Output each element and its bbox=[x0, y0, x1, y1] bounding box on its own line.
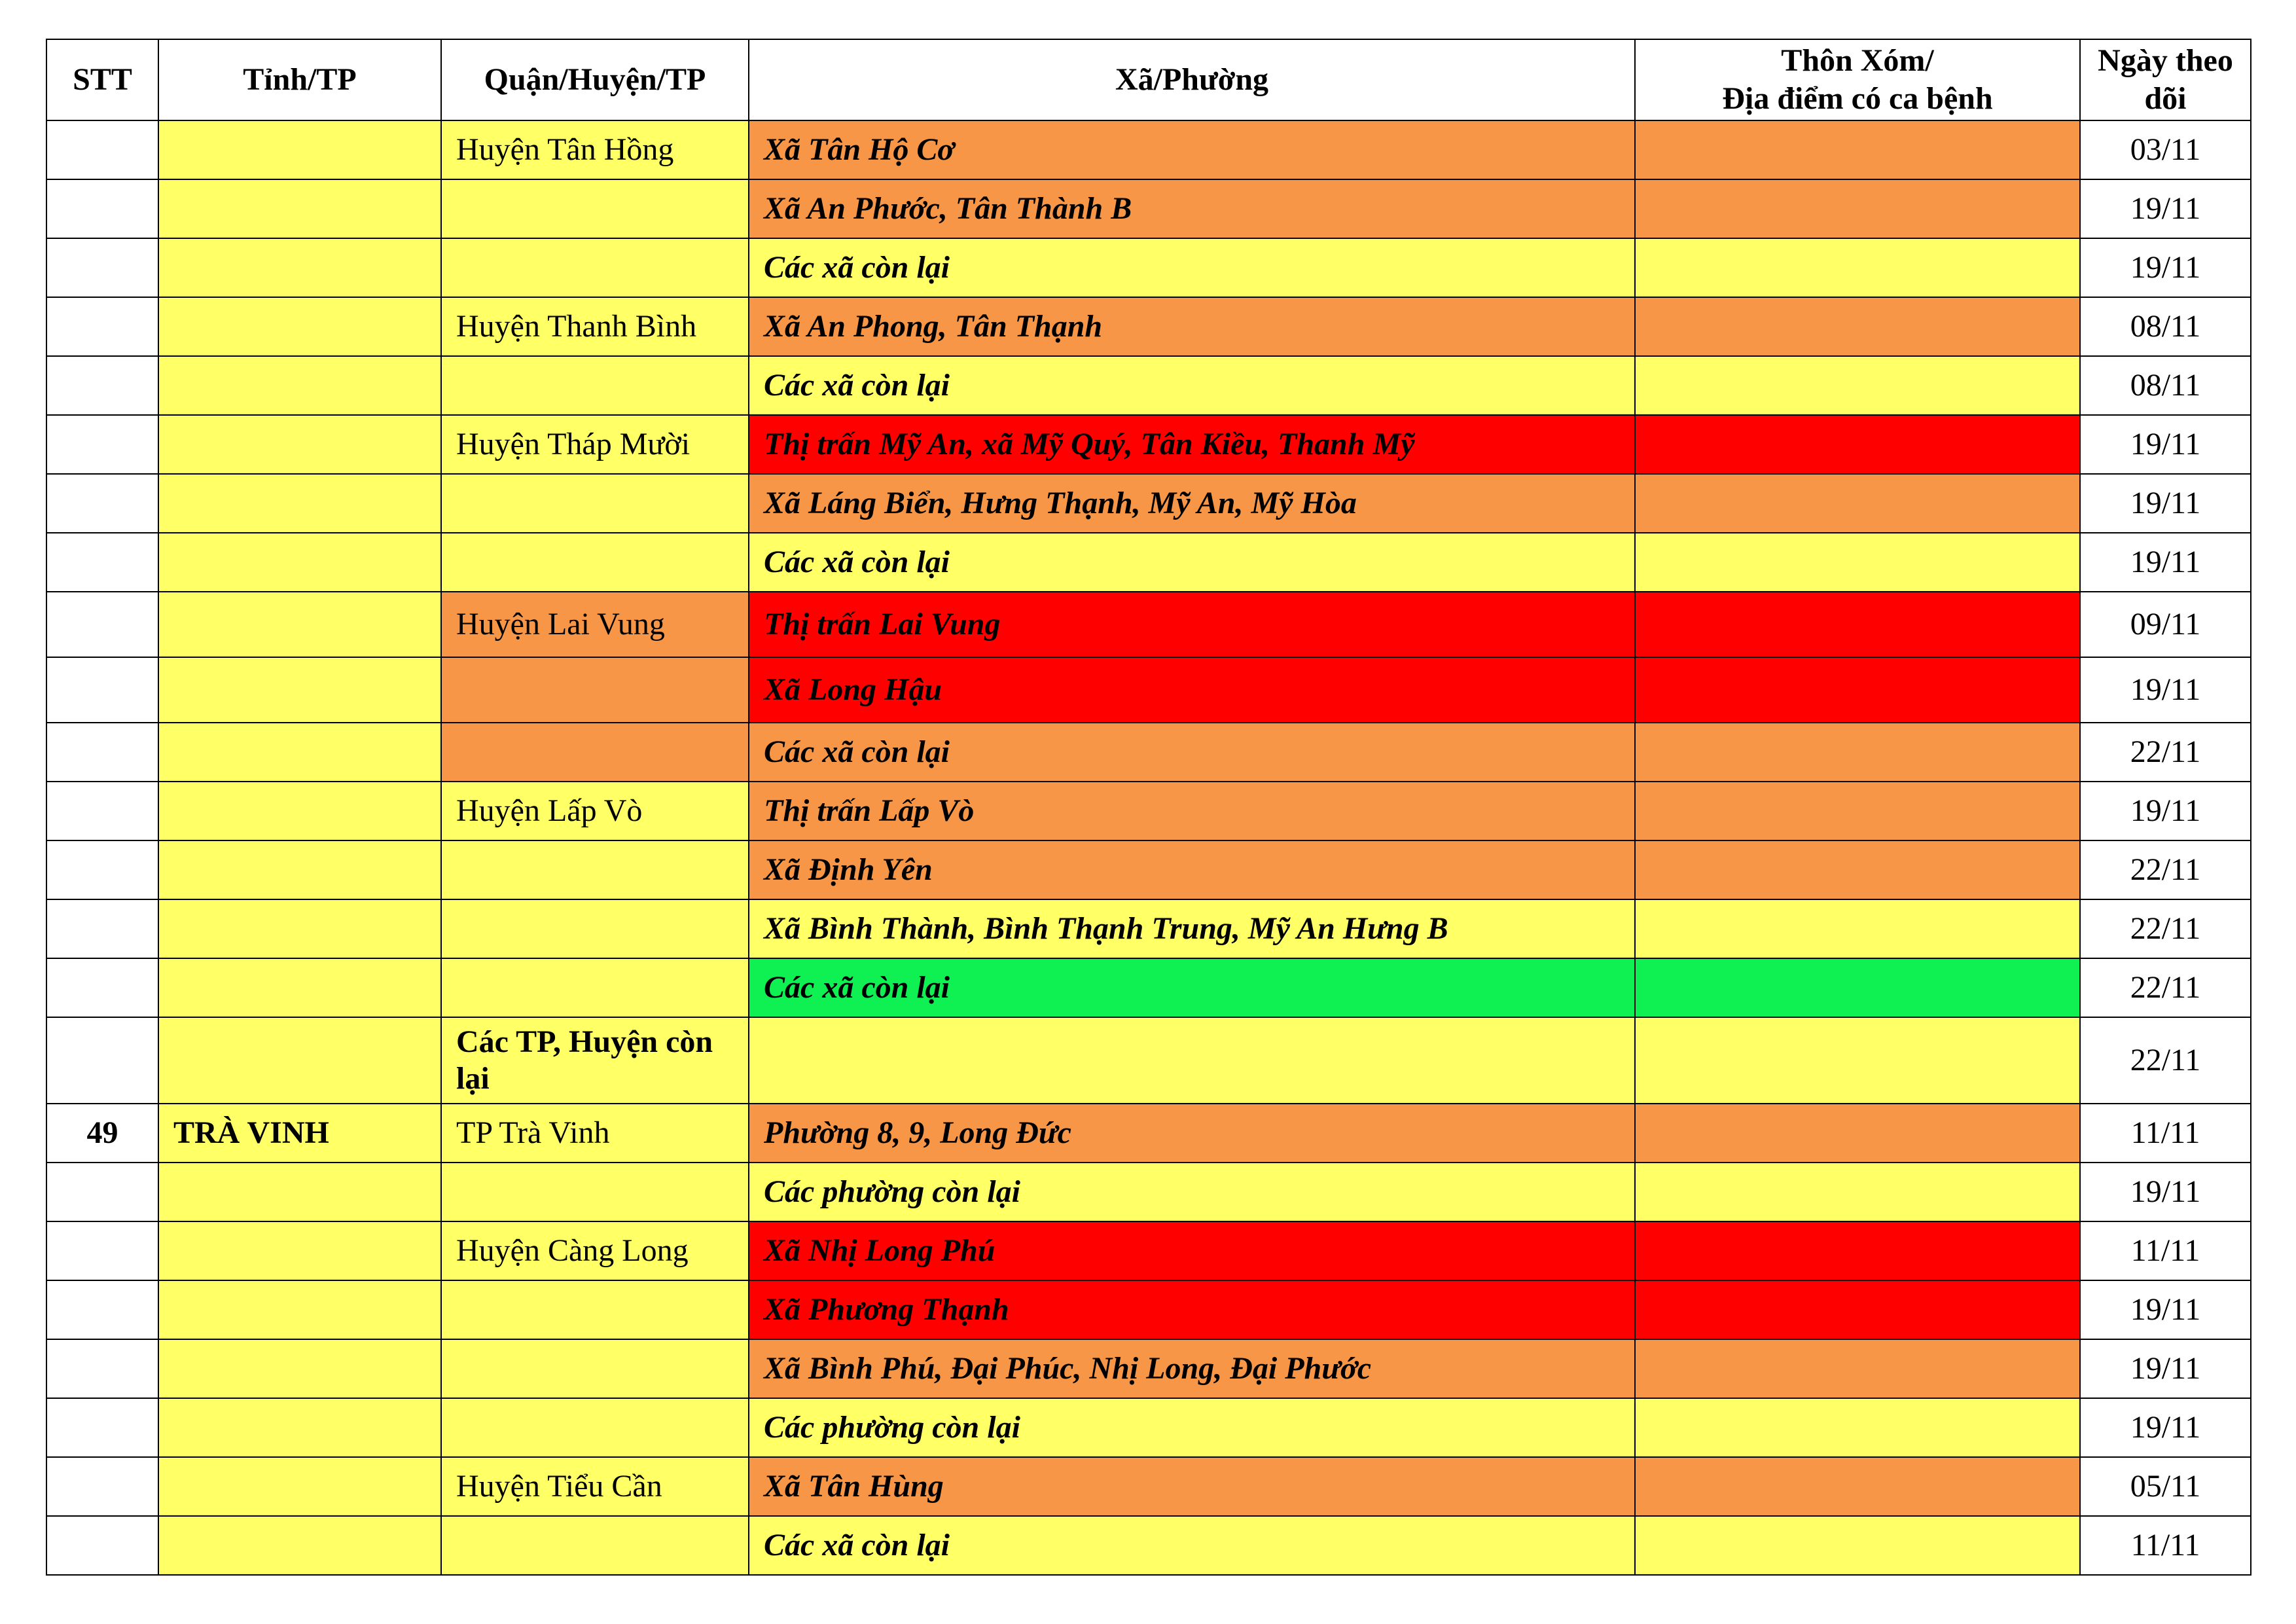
cell-ward: Phường 8, 9, Long Đức bbox=[749, 1104, 1635, 1163]
header-date-line1: Ngày theo bbox=[2098, 43, 2233, 78]
cell-date: 19/11 bbox=[2080, 1163, 2251, 1221]
table-row bbox=[46, 297, 2251, 356]
table-row bbox=[46, 958, 2251, 1017]
cell-ward: Thị trấn Lấp Vò bbox=[749, 782, 1635, 840]
cell-province bbox=[158, 1280, 441, 1339]
cell-district bbox=[441, 1398, 749, 1457]
cell-province bbox=[158, 1516, 441, 1575]
cell-district bbox=[441, 238, 749, 297]
cell-hamlet bbox=[1635, 1457, 2080, 1516]
cell-hamlet bbox=[1635, 958, 2080, 1017]
header-district: Quận/Huyện/TP bbox=[441, 39, 749, 120]
cell-province bbox=[158, 1163, 441, 1221]
table-body bbox=[46, 120, 2251, 1575]
cell-date: 05/11 bbox=[2080, 1457, 2251, 1516]
cell-district bbox=[441, 474, 749, 533]
cell-date: 22/11 bbox=[2080, 840, 2251, 899]
cell-date: 08/11 bbox=[2080, 356, 2251, 415]
cell-province bbox=[158, 1339, 441, 1398]
cell-ward: Các xã còn lại bbox=[749, 533, 1635, 592]
table-row bbox=[46, 415, 2251, 474]
cell-province bbox=[158, 657, 441, 723]
cell-stt bbox=[46, 120, 158, 179]
table-row bbox=[46, 1398, 2251, 1457]
cell-province bbox=[158, 415, 441, 474]
cell-stt bbox=[46, 958, 158, 1017]
table-row bbox=[46, 120, 2251, 179]
cell-date: 22/11 bbox=[2080, 1017, 2251, 1104]
cell-ward: Các xã còn lại bbox=[749, 723, 1635, 782]
cell-province bbox=[158, 297, 441, 356]
cell-hamlet bbox=[1635, 1339, 2080, 1398]
table-row bbox=[46, 840, 2251, 899]
cell-ward: Xã Bình Phú, Đại Phúc, Nhị Long, Đại Phước bbox=[749, 1339, 1635, 1398]
cell-stt bbox=[46, 238, 158, 297]
cell-stt bbox=[46, 657, 158, 723]
cell-ward: Các phường còn lại bbox=[749, 1163, 1635, 1221]
cell-stt bbox=[46, 840, 158, 899]
table-row bbox=[46, 782, 2251, 840]
cell-stt bbox=[46, 474, 158, 533]
cell-date: 19/11 bbox=[2080, 1339, 2251, 1398]
table-row bbox=[46, 474, 2251, 533]
cell-ward: Các xã còn lại bbox=[749, 356, 1635, 415]
cell-province bbox=[158, 179, 441, 238]
cell-date: 03/11 bbox=[2080, 120, 2251, 179]
cell-province bbox=[158, 1017, 441, 1104]
cell-district bbox=[441, 840, 749, 899]
cell-district bbox=[441, 1163, 749, 1221]
header-row bbox=[46, 39, 2251, 120]
cell-date: 22/11 bbox=[2080, 723, 2251, 782]
cell-date: 19/11 bbox=[2080, 782, 2251, 840]
cell-hamlet bbox=[1635, 1516, 2080, 1575]
cell-hamlet bbox=[1635, 415, 2080, 474]
cell-date: 19/11 bbox=[2080, 179, 2251, 238]
cell-ward: Xã An Phước, Tân Thành B bbox=[749, 179, 1635, 238]
cell-hamlet bbox=[1635, 657, 2080, 723]
table-row bbox=[46, 1339, 2251, 1398]
cell-district: Huyện Lai Vung bbox=[441, 592, 749, 657]
cell-date: 19/11 bbox=[2080, 533, 2251, 592]
cell-hamlet bbox=[1635, 533, 2080, 592]
cell-district bbox=[441, 657, 749, 723]
cell-district bbox=[441, 356, 749, 415]
cell-stt bbox=[46, 723, 158, 782]
cell-date: 19/11 bbox=[2080, 474, 2251, 533]
cell-stt bbox=[46, 533, 158, 592]
cell-ward: Xã Long Hậu bbox=[749, 657, 1635, 723]
cell-district: TP Trà Vinh bbox=[441, 1104, 749, 1163]
cell-date: 22/11 bbox=[2080, 958, 2251, 1017]
table-row bbox=[46, 899, 2251, 958]
cell-stt bbox=[46, 1398, 158, 1457]
table-row bbox=[46, 592, 2251, 657]
cell-stt bbox=[46, 356, 158, 415]
table-row bbox=[46, 356, 2251, 415]
cell-hamlet bbox=[1635, 1280, 2080, 1339]
table-row bbox=[46, 1104, 2251, 1163]
cell-ward: Các xã còn lại bbox=[749, 1516, 1635, 1575]
table-row bbox=[46, 533, 2251, 592]
cell-date: 19/11 bbox=[2080, 415, 2251, 474]
cell-province bbox=[158, 533, 441, 592]
cell-province bbox=[158, 958, 441, 1017]
cell-stt bbox=[46, 1163, 158, 1221]
cell-province bbox=[158, 356, 441, 415]
cell-date: 11/11 bbox=[2080, 1221, 2251, 1280]
cell-ward: Các phường còn lại bbox=[749, 1398, 1635, 1457]
cell-province bbox=[158, 1457, 441, 1516]
cell-district bbox=[441, 179, 749, 238]
cell-stt bbox=[46, 1457, 158, 1516]
cell-stt bbox=[46, 415, 158, 474]
header-stt: STT bbox=[46, 39, 158, 120]
table-row bbox=[46, 179, 2251, 238]
cell-hamlet bbox=[1635, 120, 2080, 179]
cell-ward: Xã Bình Thành, Bình Thạnh Trung, Mỹ An Hưng B bbox=[749, 899, 1635, 958]
cell-stt bbox=[46, 1516, 158, 1575]
cell-hamlet bbox=[1635, 1104, 2080, 1163]
cell-district bbox=[441, 958, 749, 1017]
cell-stt bbox=[46, 297, 158, 356]
cell-hamlet bbox=[1635, 899, 2080, 958]
table-row bbox=[46, 723, 2251, 782]
cell-district bbox=[441, 533, 749, 592]
cell-district: Huyện Tân Hồng bbox=[441, 120, 749, 179]
cell-district bbox=[441, 899, 749, 958]
cell-ward: Xã Tân Hộ Cơ bbox=[749, 120, 1635, 179]
cell-date: 22/11 bbox=[2080, 899, 2251, 958]
cell-province bbox=[158, 899, 441, 958]
header-date bbox=[2080, 39, 2251, 120]
cell-date: 08/11 bbox=[2080, 297, 2251, 356]
cell-province bbox=[158, 120, 441, 179]
cell-stt bbox=[46, 1280, 158, 1339]
cell-ward: Thị trấn Lai Vung bbox=[749, 592, 1635, 657]
cell-province: TRÀ VINH bbox=[158, 1104, 441, 1163]
cell-ward: Xã Phương Thạnh bbox=[749, 1280, 1635, 1339]
header-hamlet-line1: Thôn Xóm/ bbox=[1781, 43, 1934, 78]
cell-district: Huyện Tháp Mười bbox=[441, 415, 749, 474]
cell-province bbox=[158, 1221, 441, 1280]
cell-district bbox=[441, 1280, 749, 1339]
cell-ward bbox=[749, 1017, 1635, 1104]
cell-province bbox=[158, 1398, 441, 1457]
cell-stt bbox=[46, 899, 158, 958]
table-row bbox=[46, 657, 2251, 723]
cell-hamlet bbox=[1635, 1163, 2080, 1221]
table-row bbox=[46, 1163, 2251, 1221]
cell-hamlet bbox=[1635, 1398, 2080, 1457]
cell-ward: Các xã còn lại bbox=[749, 958, 1635, 1017]
cell-ward: Xã Tân Hùng bbox=[749, 1457, 1635, 1516]
cell-hamlet bbox=[1635, 592, 2080, 657]
cell-province bbox=[158, 782, 441, 840]
cell-date: 19/11 bbox=[2080, 1398, 2251, 1457]
cell-province bbox=[158, 238, 441, 297]
cell-stt bbox=[46, 782, 158, 840]
cell-stt bbox=[46, 1221, 158, 1280]
cell-stt bbox=[46, 592, 158, 657]
header-province: Tỉnh/TP bbox=[158, 39, 441, 120]
cell-district bbox=[441, 1339, 749, 1398]
cell-stt bbox=[46, 1017, 158, 1104]
cell-stt bbox=[46, 179, 158, 238]
table-row bbox=[46, 1017, 2251, 1104]
table-row bbox=[46, 1280, 2251, 1339]
cell-district: Huyện Tiểu Cần bbox=[441, 1457, 749, 1516]
cell-hamlet bbox=[1635, 723, 2080, 782]
cell-date: 11/11 bbox=[2080, 1104, 2251, 1163]
cell-district: Huyện Càng Long bbox=[441, 1221, 749, 1280]
cell-ward: Thị trấn Mỹ An, xã Mỹ Quý, Tân Kiều, Thanh Mỹ bbox=[749, 415, 1635, 474]
table-row bbox=[46, 1516, 2251, 1575]
cell-stt: 49 bbox=[46, 1104, 158, 1163]
table-row bbox=[46, 1221, 2251, 1280]
table-row bbox=[46, 238, 2251, 297]
cell-district: Các TP, Huyện còn lại bbox=[441, 1017, 749, 1104]
cell-hamlet bbox=[1635, 474, 2080, 533]
cell-date: 19/11 bbox=[2080, 1280, 2251, 1339]
cell-district: Huyện Lấp Vò bbox=[441, 782, 749, 840]
cell-hamlet bbox=[1635, 782, 2080, 840]
cell-hamlet bbox=[1635, 840, 2080, 899]
cell-hamlet bbox=[1635, 356, 2080, 415]
header-hamlet-line2: Địa điểm có ca bệnh bbox=[1722, 81, 1993, 116]
header-date-line2: dõi bbox=[2144, 81, 2187, 116]
table-row bbox=[46, 1457, 2251, 1516]
cell-hamlet bbox=[1635, 179, 2080, 238]
cell-province bbox=[158, 840, 441, 899]
risk-level-table bbox=[46, 39, 2251, 1576]
cell-ward: Xã Định Yên bbox=[749, 840, 1635, 899]
cell-hamlet bbox=[1635, 1221, 2080, 1280]
cell-hamlet bbox=[1635, 238, 2080, 297]
cell-date: 11/11 bbox=[2080, 1516, 2251, 1575]
cell-hamlet bbox=[1635, 1017, 2080, 1104]
cell-ward: Xã Láng Biển, Hưng Thạnh, Mỹ An, Mỹ Hòa bbox=[749, 474, 1635, 533]
cell-district: Huyện Thanh Bình bbox=[441, 297, 749, 356]
cell-date: 09/11 bbox=[2080, 592, 2251, 657]
table-header bbox=[46, 39, 2251, 120]
cell-ward: Xã Nhị Long Phú bbox=[749, 1221, 1635, 1280]
cell-province bbox=[158, 592, 441, 657]
header-ward: Xã/Phường bbox=[749, 39, 1635, 120]
cell-district bbox=[441, 723, 749, 782]
cell-stt bbox=[46, 1339, 158, 1398]
cell-date: 19/11 bbox=[2080, 657, 2251, 723]
cell-ward: Các xã còn lại bbox=[749, 238, 1635, 297]
cell-province bbox=[158, 474, 441, 533]
cell-hamlet bbox=[1635, 297, 2080, 356]
cell-date: 19/11 bbox=[2080, 238, 2251, 297]
cell-ward: Xã An Phong, Tân Thạnh bbox=[749, 297, 1635, 356]
cell-district bbox=[441, 1516, 749, 1575]
header-hamlet bbox=[1635, 39, 2080, 120]
cell-province bbox=[158, 723, 441, 782]
